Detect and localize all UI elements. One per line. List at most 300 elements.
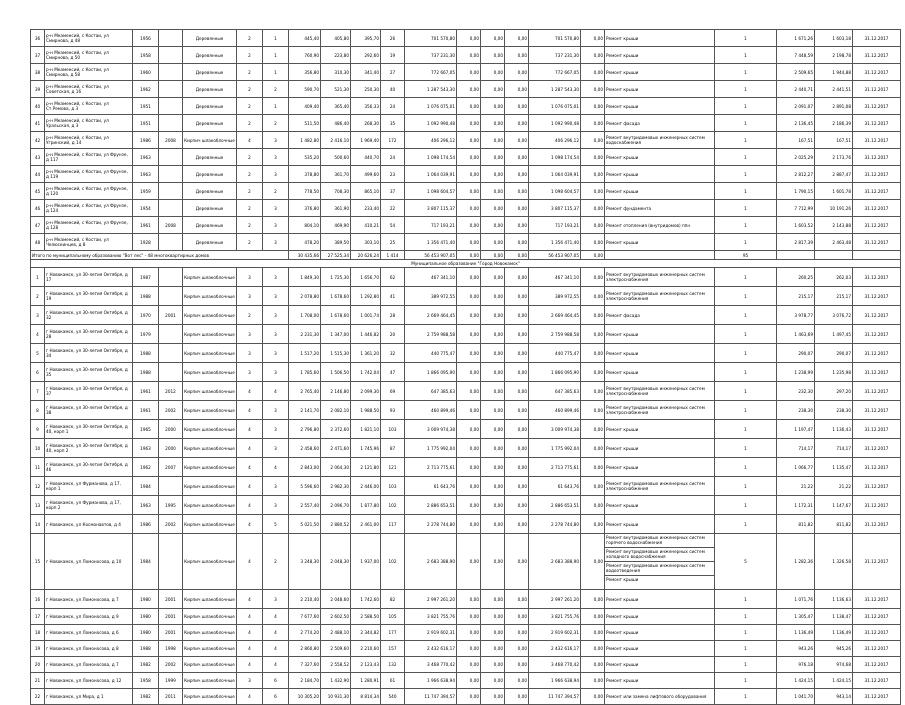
table-row — [31, 477, 901, 496]
cell-addr: г Новокамск, ул 30-летия Октября, д 35 — [45, 363, 133, 382]
cell-total: 1 866 095,90 — [405, 363, 457, 382]
table-row — [31, 363, 901, 382]
cell-c: 0,00 — [505, 200, 529, 217]
cell-c: 0,00 — [505, 590, 529, 609]
cell-en: 3 — [263, 363, 289, 382]
cell-fl: 3 — [237, 363, 263, 382]
cell-y2: 1998 — [159, 641, 183, 657]
cell-a: 0,00 — [457, 477, 481, 496]
cell-cnt: 1 — [715, 64, 777, 81]
cell-s3: 1 361,20 — [351, 344, 381, 363]
cell-y1: 1951 — [133, 115, 159, 132]
cell-y1: 1980 — [133, 590, 159, 609]
cell-fl: 3 — [237, 344, 263, 363]
table-row — [31, 344, 901, 363]
cell-en: 3 — [263, 200, 289, 217]
cell-b: 0,00 — [481, 325, 505, 344]
cell-own: 2 886 653,51 — [529, 496, 581, 515]
cell-en: 3 — [263, 306, 289, 325]
total-blank — [605, 251, 715, 260]
cell-b: 0,00 — [481, 401, 505, 420]
cell-s3: 2 123,43 — [351, 657, 381, 673]
cell-en: 4 — [263, 657, 289, 673]
cell-addr: г Новокамск, ул Ломоносова, д 12 — [45, 673, 133, 689]
cell-ppl: 37 — [381, 183, 405, 200]
cell-s3: 440,70 — [351, 149, 381, 166]
cell-d: 0,00 — [581, 306, 605, 325]
total-blank — [777, 251, 815, 260]
cell-s3: 356,33 — [351, 98, 381, 115]
cell-date: 31.12.2017 — [853, 115, 901, 132]
cell-fl: 4 — [237, 382, 263, 401]
cell-c: 0,00 — [505, 382, 529, 401]
cell-addr: г Новокамск, ул Ломоносова, д 6 — [45, 625, 133, 641]
cell-ppl: 27 — [381, 64, 405, 81]
cell-p1: 3 978,77 — [777, 306, 815, 325]
cell-d: 0,00 — [581, 420, 605, 439]
cell-n: 38 — [31, 64, 45, 81]
cell-a: 0,00 — [457, 673, 481, 689]
cell-s2: 1 506,50 — [321, 363, 351, 382]
cell-cnt: 1 — [715, 325, 777, 344]
cell-a: 0,00 — [457, 234, 481, 251]
cell-y2 — [159, 47, 183, 64]
cell-p1: 260,25 — [777, 268, 815, 287]
cell-total: 1 092 990,48 — [405, 115, 457, 132]
cell-work: Ремонт крыши — [605, 673, 715, 689]
table-row — [31, 590, 901, 609]
cell-y2 — [159, 477, 183, 496]
cell-s2: 2 146,80 — [321, 382, 351, 401]
cell-ppl: 19 — [381, 47, 405, 64]
cell-p1: 2 025,29 — [777, 149, 815, 166]
total-d: 0,00 — [581, 251, 605, 260]
table-row — [31, 420, 901, 439]
table-row — [31, 98, 901, 115]
cell-date: 31.12.2017 — [853, 657, 901, 673]
cell-addr: р-н Мкаменсий, с Костаи, ул Советская, д 16 — [45, 81, 133, 98]
cell-addr: г Новокамск, ул 30-летия Октября, д 17 — [45, 268, 133, 287]
cell-y1: 1928 — [133, 234, 159, 251]
cell-y2: 2002 — [159, 401, 183, 420]
cell-p2: 215,17 — [815, 287, 853, 306]
cell-date: 31.12.2017 — [853, 325, 901, 344]
cell-y1: 1962 — [133, 458, 159, 477]
cell-addr: г Новокамск, ул 30-летия Октября, д 38 — [45, 401, 133, 420]
cell-own: 1 076 075,01 — [529, 98, 581, 115]
cell-en: 3 — [263, 401, 289, 420]
cell-fl: 2 — [237, 183, 263, 200]
cell-date: 31.12.2017 — [853, 64, 901, 81]
cell-d: 0,00 — [581, 534, 605, 590]
cell-s3: 2 461,00 — [351, 515, 381, 534]
cell-p1: 7 712,99 — [777, 200, 815, 217]
cell-mat: Кирпич шлакоблочные — [183, 325, 237, 344]
cell-s1: 3 248,30 — [289, 534, 321, 590]
cell-s1: 2 458,60 — [289, 439, 321, 458]
cell-p1: 1 172,31 — [777, 496, 815, 515]
cell-y2 — [159, 183, 183, 200]
cell-a: 0,00 — [457, 363, 481, 382]
cell-a: 0,00 — [457, 47, 481, 64]
cell-ppl: 47 — [381, 363, 405, 382]
cell-b: 0,00 — [481, 344, 505, 363]
cell-addr: р-н Мкаменсий, с Костаи, ул Фрунзе, д 124 — [45, 200, 133, 217]
table-row — [31, 287, 901, 306]
cell-own: 3 009 974,38 — [529, 420, 581, 439]
cell-ppl: 132 — [381, 657, 405, 673]
total-label: Итого по муниципальному образованию "Вот лес" - 48 многоквартирных домов — [31, 251, 289, 260]
table-row — [31, 689, 901, 705]
cell-total: 467 341,10 — [405, 268, 457, 287]
cell-n: 15 — [31, 534, 45, 590]
cell-b: 0,00 — [481, 115, 505, 132]
cell-cnt: 1 — [715, 132, 777, 149]
cell-own: 701 570,80 — [529, 30, 581, 47]
cell-addr: р-н Мкаменсий, с Костаи, ул Ст.Ремова, д 3 — [45, 98, 133, 115]
cell-p2: 290,07 — [815, 344, 853, 363]
cell-c: 0,00 — [505, 64, 529, 81]
cell-own: 11 747 394,57 — [529, 689, 581, 705]
cell-a: 0,00 — [457, 458, 481, 477]
cell-date: 31.12.2017 — [853, 30, 901, 47]
cell-s3: 1 742,60 — [351, 590, 381, 609]
cell-mat: Кирпич шлакоблочные — [183, 382, 237, 401]
cell-s3: 1 446,82 — [351, 325, 381, 344]
cell-s1: 1 708,00 — [289, 306, 321, 325]
cell-date: 31.12.2017 — [853, 401, 901, 420]
cell-a: 0,00 — [457, 496, 481, 515]
cell-d: 0,00 — [581, 287, 605, 306]
cell-date: 31.12.2017 — [853, 132, 901, 149]
cell-work: Ремонт фундамента — [605, 200, 715, 217]
table-row — [31, 625, 901, 641]
cell-own: 1 287 543,30 — [529, 81, 581, 98]
cell-s1: 2 078,80 — [289, 287, 321, 306]
cell-work: Ремонт крыши — [605, 609, 715, 625]
cell-y2 — [159, 166, 183, 183]
cell-a: 0,00 — [457, 64, 481, 81]
cell-cnt: 1 — [715, 641, 777, 657]
total-s2: 27 525,34 — [321, 251, 351, 260]
cell-own: 1 098 174,54 — [529, 149, 581, 166]
cell-b: 0,00 — [481, 287, 505, 306]
cell-n: 40 — [31, 98, 45, 115]
cell-addr: р-н Мкаменсий, с Костаи, ул Уральская, д 3 — [45, 115, 133, 132]
cell-s1: 2 765,40 — [289, 382, 321, 401]
cell-work: Ремонт крыши — [605, 64, 715, 81]
cell-y2: 1995 — [159, 496, 183, 515]
cell-y2 — [159, 325, 183, 344]
cell-total: 3 468 770,42 — [405, 657, 457, 673]
cell-p1: 1 790,15 — [777, 183, 815, 200]
cell-a: 0,00 — [457, 657, 481, 673]
cell-en: 3 — [263, 217, 289, 234]
cell-n: 4 — [31, 325, 45, 344]
cell-addr: г Новокамск, ул Ломоносова, д 9 — [45, 609, 133, 625]
cell-s3: 1 745,96 — [351, 439, 381, 458]
total-blank — [853, 251, 901, 260]
cell-c: 0,00 — [505, 625, 529, 641]
cell-work: Ремонт крыши — [605, 183, 715, 200]
cell-a: 0,00 — [457, 166, 481, 183]
cell-y1: 1980 — [133, 625, 159, 641]
cell-en: 3 — [263, 325, 289, 344]
cell-y2 — [159, 268, 183, 287]
cell-s2: 2 096,70 — [321, 496, 351, 515]
cell-total: 2 886 653,51 — [405, 496, 457, 515]
cell-addr: г Новокамск, ул 30-летия Октября, д 40, корп 1 — [45, 420, 133, 439]
cell-s2: 2 048,60 — [321, 590, 351, 609]
cell-s3: 1 821,10 — [351, 420, 381, 439]
cell-y2: 2001 — [159, 590, 183, 609]
cell-own: 3 807 115,37 — [529, 200, 581, 217]
cell-total: 647 385,63 — [405, 382, 457, 401]
cell-b: 0,00 — [481, 132, 505, 149]
cell-own: 772 667,05 — [529, 64, 581, 81]
table-row — [31, 534, 901, 590]
section-header-row — [31, 260, 901, 268]
cell-date: 31.12.2017 — [853, 81, 901, 98]
cell-y1: 1970 — [133, 306, 159, 325]
total-cost: 56 453 907,05 — [405, 251, 457, 260]
cell-n: 42 — [31, 132, 45, 149]
cell-p1: 2 091,07 — [777, 98, 815, 115]
cell-fl: 2 — [237, 98, 263, 115]
cell-en: 2 — [263, 534, 289, 590]
cell-cnt: 1 — [715, 673, 777, 689]
cell-p2: 714,17 — [815, 439, 853, 458]
cell-y2 — [159, 98, 183, 115]
cell-n: 47 — [31, 217, 45, 234]
cell-d: 0,00 — [581, 166, 605, 183]
cell-addr: р-н Мкаменсий, с Костаи, ул Смирнова, д 50 — [45, 47, 133, 64]
cell-s3: 395,70 — [351, 30, 381, 47]
cell-cnt: 1 — [715, 344, 777, 363]
cell-b: 0,00 — [481, 590, 505, 609]
cell-n: 46 — [31, 200, 45, 217]
cell-addr: г Новокамск, ул Космонавтов, д 4 — [45, 515, 133, 534]
cell-own: 61 643,76 — [529, 477, 581, 496]
table-row — [31, 234, 901, 251]
cell-ppl: 32 — [381, 344, 405, 363]
cell-mat: Кирпич шлакоблочные — [183, 401, 237, 420]
cell-date: 31.12.2017 — [853, 183, 901, 200]
cell-en: 3 — [263, 268, 289, 287]
cell-s2: 521,30 — [321, 81, 351, 98]
cell-y1: 1961 — [133, 217, 159, 234]
cell-mat: Деревянные — [183, 200, 237, 217]
cell-p2: 1 235,98 — [815, 363, 853, 382]
cell-y1: 1984 — [133, 534, 159, 590]
cell-mat: Кирпич шлакоблочные — [183, 306, 237, 325]
cell-fl: 4 — [237, 515, 263, 534]
cell-s3: 865,10 — [351, 183, 381, 200]
cell-work: Ремонт крыши — [605, 458, 715, 477]
cell-mat: Деревянные — [183, 115, 237, 132]
cell-fl: 3 — [237, 325, 263, 344]
work-line: Ремонт внутридомовых инженерных систем горячего водоснабжения — [606, 535, 705, 545]
cell-n: 16 — [31, 590, 45, 609]
cell-b: 0,00 — [481, 496, 505, 515]
cell-fl: 2 — [237, 47, 263, 64]
cell-cnt: 1 — [715, 689, 777, 705]
cell-b: 0,00 — [481, 64, 505, 81]
cell-work: Ремонт фасада — [605, 306, 715, 325]
cell-y2: 2008 — [159, 132, 183, 149]
cell-work: Ремонт внутридомовых инженерных систем электроснабжения — [605, 268, 715, 287]
cell-d: 0,00 — [581, 200, 605, 217]
cell-fl: 4 — [237, 458, 263, 477]
cell-ppl: 24 — [381, 149, 405, 166]
cell-p1: 2 812,27 — [777, 166, 815, 183]
cell-y2 — [159, 287, 183, 306]
cell-c: 0,00 — [505, 477, 529, 496]
cell-total: 440 775,47 — [405, 344, 457, 363]
total-a: 0,00 — [457, 251, 481, 260]
work-line: Ремонт внутридомовых инженерных систем холодного водоснабжения — [605, 547, 714, 561]
cell-c: 0,00 — [505, 47, 529, 64]
cell-fl: 4 — [237, 534, 263, 590]
cell-c: 0,00 — [505, 534, 529, 590]
total-b: 0,00 — [481, 251, 505, 260]
total-people: 1 414 — [381, 251, 405, 260]
cell-s1: 511,50 — [289, 115, 321, 132]
cell-fl: 2 — [237, 166, 263, 183]
cell-b: 0,00 — [481, 534, 505, 590]
cell-mat: Кирпич шлакоблочные — [183, 458, 237, 477]
cell-addr: р-н Мкаменсий, с Костаи, ул Угринский, д 14 — [45, 132, 133, 149]
cell-total: 3 009 974,38 — [405, 420, 457, 439]
work-line: Ремонт внутридомовых инженерных систем водоотведения — [605, 561, 714, 575]
cell-b: 0,00 — [481, 673, 505, 689]
cell-work: Ремонт крыши — [605, 166, 715, 183]
cell-b: 0,00 — [481, 477, 505, 496]
cell-c: 0,00 — [505, 183, 529, 200]
cell-en: 3 — [263, 496, 289, 515]
cell-s1: 409,40 — [289, 98, 321, 115]
cell-total: 737 231,30 — [405, 47, 457, 64]
cell-a: 0,00 — [457, 689, 481, 705]
cell-own: 2 919 602,31 — [529, 625, 581, 641]
cell-y2: 2001 — [159, 609, 183, 625]
cell-work: Ремонт крыши — [605, 234, 715, 251]
cell-fl: 2 — [237, 64, 263, 81]
cell-en: 1 — [263, 30, 289, 47]
cell-n: 45 — [31, 183, 45, 200]
cell-cnt: 5 — [715, 534, 777, 590]
cell-fl: 2 — [237, 306, 263, 325]
cell-mat: Кирпич шлакоблочные — [183, 609, 237, 625]
cell-date: 31.12.2017 — [853, 306, 901, 325]
cell-a: 0,00 — [457, 641, 481, 657]
cell-p2: 811,82 — [815, 515, 853, 534]
cell-y1: 1963 — [133, 166, 159, 183]
cell-d: 0,00 — [581, 183, 605, 200]
cell-mat: Кирпич шлакоблочные — [183, 363, 237, 382]
cell-ppl: 22 — [381, 200, 405, 217]
cell-a: 0,00 — [457, 401, 481, 420]
cell-date: 31.12.2017 — [853, 439, 901, 458]
cell-p2: 2 186,39 — [815, 115, 853, 132]
cell-c: 0,00 — [505, 673, 529, 689]
table-row — [31, 673, 901, 689]
cell-c: 0,00 — [505, 217, 529, 234]
table-row — [31, 132, 901, 149]
cell-s3: 2 588,50 — [351, 609, 381, 625]
cell-date: 31.12.2017 — [853, 217, 901, 234]
cell-c: 0,00 — [505, 30, 529, 47]
cell-p2: 2 441,51 — [815, 81, 853, 98]
cell-n: 3 — [31, 306, 45, 325]
cell-c: 0,00 — [505, 420, 529, 439]
cell-s2: 2 064,30 — [321, 458, 351, 477]
cell-y1: 1988 — [133, 363, 159, 382]
cell-y1: 1982 — [133, 689, 159, 705]
cell-total: 1 775 992,04 — [405, 439, 457, 458]
table-row — [31, 496, 901, 515]
cell-ppl: 82 — [381, 590, 405, 609]
cell-work: Ремонт крыши — [605, 515, 715, 534]
cell-own: 440 775,47 — [529, 344, 581, 363]
cell-ppl: 35 — [381, 115, 405, 132]
cell-p1: 1 238,99 — [777, 363, 815, 382]
cell-mat: Кирпич шлакоблочные — [183, 496, 237, 515]
cell-s3: 1 937,00 — [351, 534, 381, 590]
cell-y1: 1962 — [133, 81, 159, 98]
cell-work: Ремонт крыши — [605, 641, 715, 657]
cell-p2: 2 887,47 — [815, 166, 853, 183]
cell-p2: 21,22 — [815, 477, 853, 496]
cell-y1: 1979 — [133, 325, 159, 344]
cell-y1: 1956 — [133, 30, 159, 47]
cell-p2: 1 147,67 — [815, 496, 853, 515]
cell-addr: г Новокамск, ул Фурманова, д 17, корп 2 — [45, 496, 133, 515]
cell-work: Ремонт крыши — [605, 81, 715, 98]
cell-en: 3 — [263, 439, 289, 458]
cell-fl: 2 — [237, 115, 263, 132]
total-row — [31, 251, 901, 260]
cell-s2: 2 558,52 — [321, 657, 351, 673]
table-row — [31, 200, 901, 217]
cell-s2: 2 880,52 — [321, 515, 351, 534]
table-row — [31, 47, 901, 64]
cell-s3: 1 877,80 — [351, 496, 381, 515]
cell-s3: 1 969,40 — [351, 132, 381, 149]
cell-mat: Деревянные — [183, 149, 237, 166]
cell-b: 0,00 — [481, 689, 505, 705]
cell-work: Ремонт крыши — [605, 47, 715, 64]
cell-cnt: 1 — [715, 477, 777, 496]
cell-mat: Деревянные — [183, 30, 237, 47]
cell-date: 31.12.2017 — [853, 98, 901, 115]
cell-total: 2 432 616,17 — [405, 641, 457, 657]
cell-a: 0,00 — [457, 149, 481, 166]
cell-cnt: 1 — [715, 401, 777, 420]
cell-s1: 2 210,40 — [289, 590, 321, 609]
cell-d: 0,00 — [581, 344, 605, 363]
cell-work: Ремонт крыши — [605, 149, 715, 166]
cell-n: 18 — [31, 625, 45, 641]
cell-c: 0,00 — [505, 132, 529, 149]
cell-s2: 1 725,30 — [321, 268, 351, 287]
cell-s1: 5 596,60 — [289, 477, 321, 496]
cell-d: 0,00 — [581, 47, 605, 64]
cell-s3: 250,30 — [351, 81, 381, 98]
cell-s2: 469,90 — [321, 217, 351, 234]
cell-p1: 2 440,71 — [777, 81, 815, 98]
cell-ppl: 26 — [381, 30, 405, 47]
